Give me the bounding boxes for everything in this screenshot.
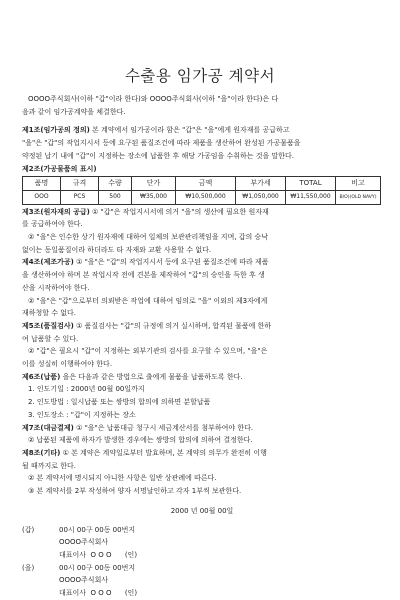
table-cell: ₩35,000: [132, 190, 176, 204]
table-cell: ₩11,550,000: [286, 190, 336, 204]
article-text: ① 품질검사는 "갑"의 규정에 의거 실시하며, 합격된 물품에 한하: [76, 321, 272, 330]
article-text: 산을 시작하여야 한다.: [22, 283, 90, 292]
party-a-company: OOOO주식회사: [59, 538, 109, 547]
party-b-tag: (을): [22, 563, 35, 572]
article-text: ② 본 계약서에 명시되지 아니한 사항은 일반 상관례에 따른다.: [28, 474, 217, 483]
goods-table: [22, 176, 381, 204]
article-text: ③ 본 계약서를 2부 작성하여 양자 서명날인하고 각자 1부씩 보관한다.: [28, 487, 242, 496]
article-text: 될 때까지로 한다.: [22, 461, 77, 470]
contract-date: 2000 년 00월 00일: [170, 506, 234, 515]
article-text: 재하청할 수 없다.: [22, 309, 77, 318]
article-text: ② 납품된 제품에 하자가 발생한 경우에는 쌍방의 합의에 의하여 결정한다.: [28, 436, 253, 445]
table-header-cell: TOTAL: [286, 177, 336, 191]
article-1: [22, 124, 382, 137]
article-4: [22, 256, 382, 269]
article-6: [22, 371, 382, 384]
table-cell: ₩1,050,000: [236, 190, 286, 204]
intro-line: OOOO주식회사(이하 "갑"이라 한다)와 OOOO주식회사(이하 "을"이라 한다)은 다: [28, 95, 279, 103]
party-a-tag: (갑): [22, 525, 35, 534]
article-text: 여 납품할 수 있다.: [22, 334, 79, 343]
article-text: ① 본 계약은 계약일로부터 발효하며, 본 계약의 의무가 완전히 이행: [62, 448, 267, 457]
table-row: [23, 190, 381, 204]
article-heading: 제1조(임가공의 정의): [22, 126, 90, 135]
article-7: [22, 422, 382, 435]
article-text: 약정된 납기 내에 "갑"이 지정하는 장소에 납품한 후 해당 가공임을 수취하는 것을 말한다.: [22, 151, 295, 160]
table-cell: ₩10,500,000: [176, 190, 236, 204]
party-a-address-row: [22, 524, 382, 537]
table-header-cell: 품명: [23, 177, 61, 191]
table-header-cell: 규격: [61, 177, 99, 191]
article-heading: 제7조(대금결제): [22, 423, 74, 432]
table-cell-remark: B/O)(OLD NAVY): [336, 190, 381, 204]
article-8: [22, 447, 382, 460]
article-text: ② "을"은 인수한 상기 원자재에 대하여 일체의 보관관리책임을 지며, 갑의 승낙: [28, 233, 269, 242]
article-text: "을"은 "갑"의 작업지시서 등에 요구된 품질조건에 따라 제품을 생산하여 완성된 가공물품을: [22, 139, 301, 148]
article-3: [22, 206, 382, 219]
article-text: ① "을"은 납품대금 청구시 세금계산서를 첨부하여야 한다.: [76, 423, 254, 432]
article-text: 2. 인도방법 : 일시납품 또는 쌍방의 합의에 의하면 분할납품: [28, 398, 211, 407]
party-a-rep-row: [22, 549, 382, 562]
table-header-cell: 비고: [336, 177, 381, 191]
table-header-cell: 수량: [99, 177, 132, 191]
article-5: [22, 320, 382, 333]
party-b-representative: 대표이사 O O O (인): [59, 588, 138, 597]
article-heading: 제8조(기타): [22, 448, 61, 457]
article-text: ② "을"은 "갑"으로부터 의뢰받은 작업에 대하여 임의로 "을" 이외의 제3자에게: [28, 296, 268, 305]
article-text: ① "을"은 "갑"의 작업지시서 등에 요구된 품질조건에 따라 제품: [76, 258, 269, 267]
article-text: 본 계약에서 임가공이라 함은 "갑"은 "을"에게 원자재를 공급하고: [92, 126, 290, 135]
article-text: 을 생산하여야 하며 본 작업시작 전에 견본을 제작하여 "갑"의 승인을 득한 후 생: [22, 271, 265, 280]
table-header-cell: 금액: [176, 177, 236, 191]
party-b-company-row: [22, 574, 382, 587]
article-text: ② "갑"은 필요시 "갑"이 지정하는 외부기관의 검사를 요구할 수 있으며, "을"은: [28, 347, 268, 356]
party-b-company: OOOO주식회사: [59, 576, 109, 585]
table-header-cell: 단가: [132, 177, 176, 191]
article-text: 을은 다음과 같은 방법으로 출에게 물품을 납품하도록 한다.: [62, 372, 243, 381]
party-a-representative: 대표이사 O O O (인): [59, 550, 138, 559]
article-text: 를 공급하여야 한다.: [22, 220, 83, 229]
article-text: 이를 성실히 이행하여야 한다.: [22, 360, 113, 369]
article-heading: 제3조(원자재의 공급): [22, 207, 90, 216]
article-heading: 제5조(품질검사): [22, 321, 74, 330]
table-cell: OOO: [23, 190, 61, 204]
contract-title: 수출용 임가공 계약서: [124, 67, 276, 85]
party-a-company-row: [22, 536, 382, 549]
table-cell: 500: [99, 190, 132, 204]
table-header-row: [23, 177, 381, 191]
article-text: 3. 인도장소 : "갑"이 지정하는 장소: [28, 410, 136, 419]
contract-body: [22, 93, 382, 600]
article-2-heading: 제2조(가공물품의 표시): [22, 164, 97, 173]
table-header-cell: 부가세: [236, 177, 286, 191]
party-b-address-row: [22, 562, 382, 575]
party-b-address: 00시 00구 00동 00번지: [59, 563, 136, 572]
intro-line: 음과 같이 임가공계약을 체결한다.: [22, 107, 126, 116]
article-text: ① "갑"은 작업지시서에 의거 "을"의 생산에 필요한 원자재: [92, 207, 269, 216]
party-a-address: 00시 00구 00동 00번지: [59, 525, 136, 534]
table-cell: PCS: [61, 190, 99, 204]
article-text: 1. 인도기일 : 2000년 00월 00일까지: [28, 385, 145, 394]
article-heading: 제6조(납품): [22, 372, 61, 381]
article-text: 없이는 동일품질이라 하더라도 타 자재와 교환 사용할 수 없다.: [22, 245, 212, 254]
article-heading: 제4조(제조가공): [22, 258, 74, 267]
party-b-rep-row: [22, 587, 382, 600]
